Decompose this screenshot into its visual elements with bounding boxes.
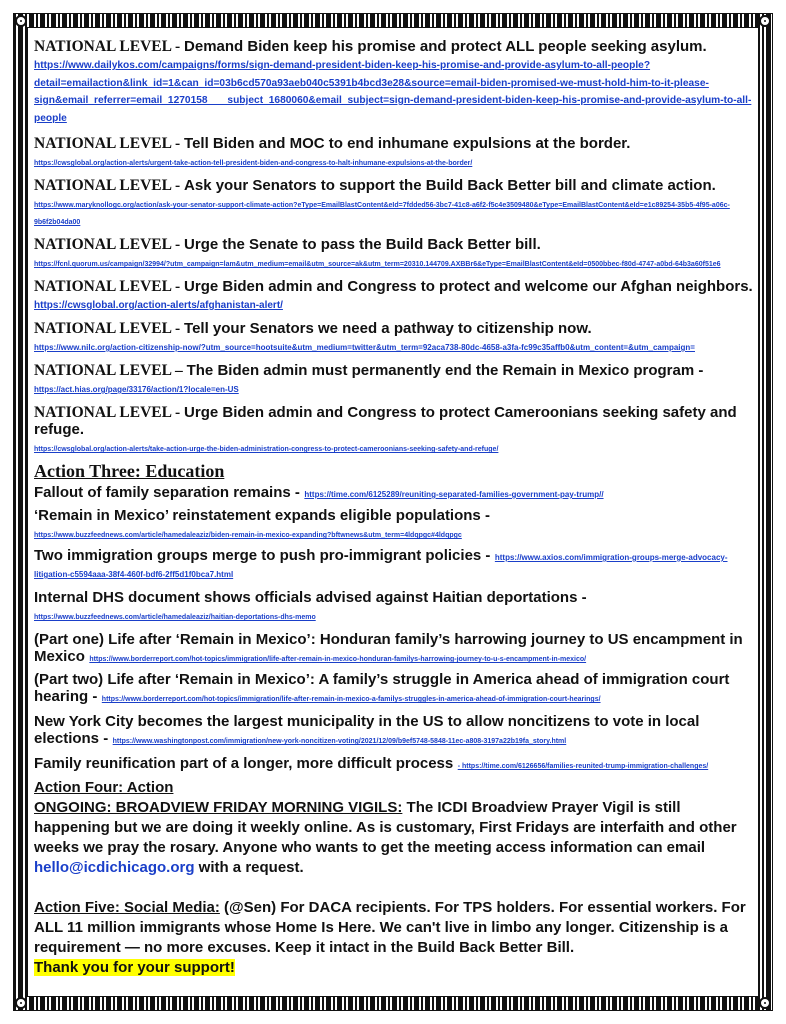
action-link[interactable]: https://cwsglobal.org/action-alerts/afghanistan-alert/ <box>34 300 283 311</box>
national-action-item: NATIONAL LEVEL – The Biden admin must permanently end the Remain in Mexico program - https://act.hias.org/page/33176/action/1?locale=en-US <box>34 362 704 394</box>
news-headline: New York City becomes the largest municipality in the US to allow noncitizens to vote in local elections - <box>34 713 700 747</box>
news-item <box>34 507 754 541</box>
action-headline: Urge Biden admin and Congress to protect and welcome our Afghan neighbors. <box>184 278 753 295</box>
news-item <box>34 547 754 581</box>
news-link[interactable]: https://www.axios.com/immigration-groups-merge-advocacy-litigation-c5594aaa-38f4-460f-bdf6-2ff5d1f0bca7.html <box>34 553 728 579</box>
national-action-item: NATIONAL LEVEL - Tell your Senators we need a pathway to citizenship now. https://www.nilc.org/action-citizenship-now/?utm_source=hootsuite&utm_medium=twitter&utm_term=92aca738-80dc-4658-a3fa-fc99c35affb0&utm_content=&utm_campaign= <box>34 320 695 352</box>
action-headline: Tell Biden and MOC to end inhumane expulsions at the border. <box>184 135 631 152</box>
corner-ornament-icon <box>15 15 27 27</box>
national-action-item: NATIONAL LEVEL - Tell Biden and MOC to end inhumane expulsions at the border. https://cwsglobal.org/action-alerts/urgent-take-action-tell-president-biden-and-congress-to-halt-inhumane-expulsions-at-the-border/ <box>34 135 631 167</box>
news-link[interactable]: https://www.buzzfeednews.com/article/hamedaleaziz/haitian-deportations-dhs-memo <box>34 614 316 621</box>
vigil-lead: ONGOING: BROADVIEW FRIDAY MORNING VIGILS: <box>34 799 403 816</box>
news-headline: ‘Remain in Mexico’ reinstatement expands eligible populations - <box>34 507 490 524</box>
news-headline: Two immigration groups merge to push pro-immigrant policies - <box>34 547 491 564</box>
news-headline: (Part one) Life after ‘Remain in Mexico’: Honduran family’s harrowing journey to US encampment in Mexico <box>34 631 743 665</box>
news-item <box>34 713 754 747</box>
news-item <box>34 589 754 623</box>
email-link[interactable]: hello@icdichicago.org <box>34 859 195 876</box>
news-link[interactable]: https://www.borderreport.com/hot-topics/immigration/life-after-remain-in-mexico-honduran-familys-harrowing-journey-to-u-s-encampment-in-mexico/ <box>89 656 587 663</box>
social-media-body: (@Sen) For DACA recipients. For TPS holders. For essential workers. For ALL 11 million immigrants whose Home Is Here. We can't live in limbo any longer. Citizenship is a requirement — no more excuses. Keep it intact in the Build Back Better Bill. <box>34 899 746 956</box>
action-link[interactable]: https://www.nilc.org/action-citizenship-now/?utm_source=hootsuite&utm_medium=twitter&utm_term=92aca738-80dc-4658-a3fa-fc99c35affb0&utm_content=&utm_campaign= <box>34 343 695 352</box>
action-five-block <box>34 898 754 978</box>
action-headline: Tell your Senators we need a pathway to citizenship now. <box>184 320 592 337</box>
news-headline: Fallout of family separation remains - <box>34 484 300 501</box>
corner-ornament-icon <box>759 15 771 27</box>
action-link[interactable]: https://www.maryknollogc.org/action/ask-your-senator-support-climate-action?eType=EmailBlastContent&eId=7fdded56-3bc7-41c8-a6f2-f5c4e3509480&eType=EmailBlastContent&eId=e1c89254-35b5-4f95-a06c-9b6f2b04da00 <box>34 202 730 226</box>
news-item <box>34 484 754 501</box>
news-headline: Family reunification part of a longer, more difficult process <box>34 755 454 772</box>
news-item <box>34 631 754 665</box>
thanks-banner: Thank you for your support! <box>34 959 235 976</box>
action-headline: Urge the Senate to pass the Build Back Better bill. <box>184 236 541 253</box>
action-headline: Demand Biden keep his promise and protect ALL people seeking asylum. <box>184 38 707 55</box>
section-title-social-media: Action Five: Social Media: <box>34 899 220 916</box>
news-link[interactable]: https://www.buzzfeednews.com/article/hamedaleaziz/biden-remain-in-mexico-expanding?bftwnews&utm_term=4ldqpgc#4ldqpgc <box>34 532 462 539</box>
national-action-item: NATIONAL LEVEL - Ask your Senators to support the Build Back Better bill and climate action. https://www.maryknollogc.org/action/ask-your-senator-support-climate-action?eType=EmailBlastContent&eId=7fdded56-3bc7-41c8-a6f2-f5c4e3509480&eType=EmailBlastContent&eId=e1c89254-35b5-4f95-a06c-9b6f2b04da00 <box>34 177 730 226</box>
action-link[interactable]: https://cwsglobal.org/action-alerts/take-action-urge-the-biden-administration-congress-to-protect-cameroonians-seeking-safety-and-refuge/ <box>34 446 499 453</box>
national-action-item: NATIONAL LEVEL - Urge Biden admin and Congress to protect and welcome our Afghan neighbors. https://cwsglobal.org/action-alerts/afghanistan-alert/ <box>34 278 753 311</box>
news-headline: (Part two) Life after ‘Remain in Mexico’: A family’s struggle in America ahead of immigration court hearing - <box>34 671 730 705</box>
news-link[interactable]: https://www.borderreport.com/hot-topics/immigration/life-after-remain-in-mexico-a-familys-struggles-in-america-ahead-of-immigration-court-hearings/ <box>101 696 601 703</box>
action-headline: Ask your Senators to support the Build Back Better bill and climate action. <box>184 177 716 194</box>
national-action-item: NATIONAL LEVEL - Demand Biden keep his promise and protect ALL people seeking asylum. https://www.dailykos.com/campaigns/forms/sign-demand-president-biden-keep-his-promise-and-provide-asylum-to-all-people?detail=emailaction&link_id=1&can_id=03b6cd570a93aeb040c5391b4bcd3e28&source=email-biden-promised-we-must-hold-him-to-it-please-sign&email_referrer=email_1270158 ___subject_1680060&email_subject=sign-demand-president-biden-keep-his-promise-and-provide-asylum-to-all-people <box>34 38 752 124</box>
section-title-education: Action Three: Education <box>34 461 225 481</box>
action-link[interactable]: https://www.dailykos.com/campaigns/forms/sign-demand-president-biden-keep-his-promise-and-provide-asylum-to-all-people?detail=emailaction&link_id=1&can_id=03b6cd570a93aeb040c5391b4bcd3e28&source=email-biden-promised-we-must-hold-him-to-it-please-sign&email_referrer=email_1270158 ___subject_1680060&email_subject=sign-demand-president-biden-keep-his-promise-and-provide-asylum-to-all-people <box>34 60 752 124</box>
news-item <box>34 755 754 772</box>
national-action-item: NATIONAL LEVEL - Urge Biden admin and Congress to protect Cameroonians seeking safety and refuge. https://cwsglobal.org/action-alerts/take-action-urge-the-biden-administration-congress-to-protect-cameroonians-seeking-safety-and-refuge/ <box>34 404 737 453</box>
national-action-item: NATIONAL LEVEL - Urge the Senate to pass the Build Back Better bill. https://fcnl.quorum.us/campaign/32994/?utm_campaign=lam&utm_medium=email&utm_source=ak&utm_term=20310.144709.AXBBr6&eType=EmailBlastContent&eId=0500bbec-f80d-4747-a0bd-64b3a60f51e6 <box>34 236 721 268</box>
vigil-tail: with a request. <box>194 859 304 876</box>
action-link[interactable]: https://act.hias.org/page/33176/action/1?locale=en-US <box>34 385 239 394</box>
main-content <box>34 38 754 978</box>
news-item <box>34 671 754 705</box>
action-four-block <box>34 778 754 878</box>
news-headline: Internal DHS document shows officials advised against Haitian deportations - <box>34 589 587 606</box>
news-link[interactable]: https://www.washingtonpost.com/immigration/new-york-noncitizen-voting/2021/12/09/b9ef5748-5848-11ec-a808-3197a22b19fa_story.html <box>112 738 567 745</box>
vigil-body: The ICDI Broadview Prayer Vigil is still happening but we are doing it weekly online. As is customary, First Fridays are interfaith and other weeks we pray the rosary. Anyone who wants to get the meeting access information can email <box>34 799 737 856</box>
corner-ornament-icon <box>759 997 771 1009</box>
section-title-action: Action Four: Action <box>34 779 174 796</box>
action-headline: Urge Biden admin and Congress to protect Cameroonians seeking safety and refuge. <box>34 404 737 438</box>
action-headline: The Biden admin must permanently end the Remain in Mexico program - <box>186 362 704 379</box>
corner-ornament-icon <box>15 997 27 1009</box>
action-link[interactable]: https://fcnl.quorum.us/campaign/32994/?utm_campaign=lam&utm_medium=email&utm_source=ak&utm_term=20310.144709.AXBBr6&eType=EmailBlastContent&eId=0500bbec-f80d-4747-a0bd-64b3a60f51e6 <box>34 261 721 268</box>
news-link[interactable]: - https://time.com/6126656/families-reunited-trump-immigration-challenges/ <box>457 763 709 770</box>
news-link[interactable]: https://time.com/6125289/reuniting-separated-families-government-pay-trump// <box>304 490 604 499</box>
action-link[interactable]: https://cwsglobal.org/action-alerts/urgent-take-action-tell-president-biden-and-congress-to-halt-inhumane-expulsions-at-the-border/ <box>34 160 473 167</box>
national-level-label: NATIONAL LEVEL <box>34 38 172 55</box>
